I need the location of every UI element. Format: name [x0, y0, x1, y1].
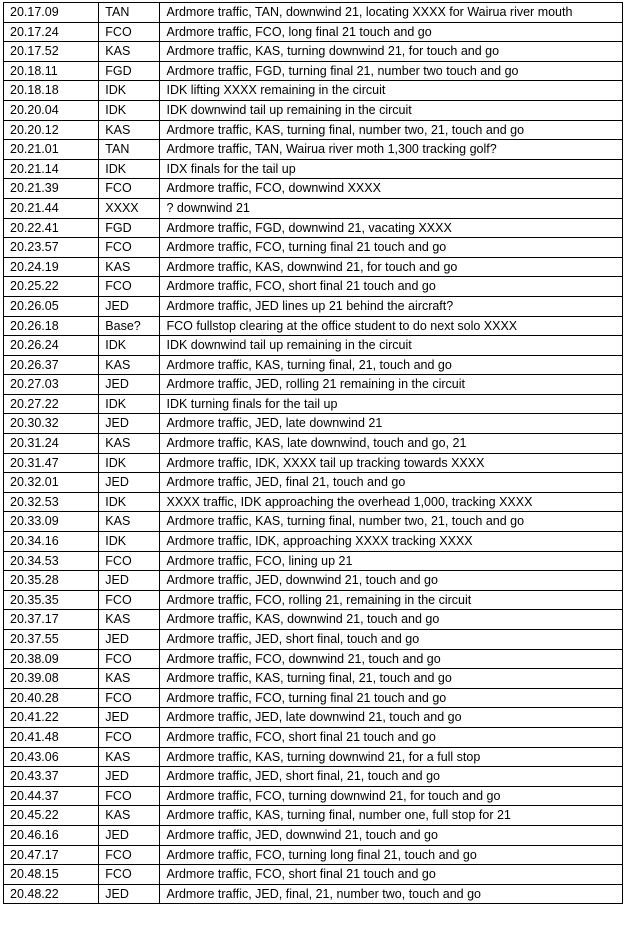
- table-row: [4, 825, 623, 845]
- table-row: [4, 630, 623, 650]
- message-cell: Ardmore traffic, KAS, turning final, number two, 21, touch and go: [160, 120, 623, 140]
- callsign-cell: JED: [99, 708, 160, 728]
- message-cell: XXXX traffic, IDK approaching the overhead 1,000, tracking XXXX: [160, 492, 623, 512]
- time-cell: 20.48.22: [4, 884, 99, 904]
- message-cell: Ardmore traffic, FGD, turning final 21, number two touch and go: [160, 61, 623, 81]
- time-cell: 20.22.41: [4, 218, 99, 238]
- transcript-table-body: [4, 3, 623, 904]
- message-cell: Ardmore traffic, JED, short final, touch and go: [160, 630, 623, 650]
- time-cell: 20.17.52: [4, 42, 99, 62]
- callsign-cell: JED: [99, 296, 160, 316]
- table-row: [4, 81, 623, 101]
- time-cell: 20.31.47: [4, 453, 99, 473]
- time-cell: 20.21.01: [4, 140, 99, 160]
- time-cell: 20.23.57: [4, 238, 99, 258]
- message-cell: Ardmore traffic, FCO, short final 21 touch and go: [160, 277, 623, 297]
- callsign-cell: JED: [99, 414, 160, 434]
- callsign-cell: IDK: [99, 159, 160, 179]
- time-cell: 20.34.53: [4, 551, 99, 571]
- message-cell: IDK downwind tail up remaining in the circuit: [160, 100, 623, 120]
- time-cell: 20.30.32: [4, 414, 99, 434]
- time-cell: 20.31.24: [4, 434, 99, 454]
- radio-transcript-table: [3, 2, 623, 904]
- callsign-cell: FCO: [99, 238, 160, 258]
- callsign-cell: KAS: [99, 120, 160, 140]
- callsign-cell: KAS: [99, 434, 160, 454]
- callsign-cell: FCO: [99, 551, 160, 571]
- time-cell: 20.26.37: [4, 355, 99, 375]
- callsign-cell: FCO: [99, 786, 160, 806]
- table-row: [4, 3, 623, 23]
- callsign-cell: KAS: [99, 610, 160, 630]
- message-cell: IDX finals for the tail up: [160, 159, 623, 179]
- time-cell: 20.21.39: [4, 179, 99, 199]
- table-row: [4, 884, 623, 904]
- table-row: [4, 140, 623, 160]
- time-cell: 20.35.28: [4, 571, 99, 591]
- message-cell: Ardmore traffic, KAS, downwind 21, touch and go: [160, 610, 623, 630]
- message-cell: Ardmore traffic, KAS, downwind 21, for touch and go: [160, 257, 623, 277]
- message-cell: Ardmore traffic, TAN, downwind 21, locating XXXX for Wairua river mouth: [160, 3, 623, 23]
- callsign-cell: KAS: [99, 512, 160, 532]
- message-cell: Ardmore traffic, JED, final, 21, number two, touch and go: [160, 884, 623, 904]
- table-row: [4, 414, 623, 434]
- table-row: [4, 257, 623, 277]
- message-cell: Ardmore traffic, JED, late downwind 21, touch and go: [160, 708, 623, 728]
- time-cell: 20.39.08: [4, 669, 99, 689]
- table-row: [4, 238, 623, 258]
- time-cell: 20.17.24: [4, 22, 99, 42]
- time-cell: 20.45.22: [4, 806, 99, 826]
- message-cell: Ardmore traffic, FCO, turning final 21 touch and go: [160, 238, 623, 258]
- table-row: [4, 218, 623, 238]
- table-row: [4, 198, 623, 218]
- callsign-cell: JED: [99, 473, 160, 493]
- time-cell: 20.33.09: [4, 512, 99, 532]
- message-cell: Ardmore traffic, KAS, late downwind, touch and go, 21: [160, 434, 623, 454]
- message-cell: Ardmore traffic, JED, downwind 21, touch and go: [160, 571, 623, 591]
- time-cell: 20.32.01: [4, 473, 99, 493]
- time-cell: 20.37.55: [4, 630, 99, 650]
- callsign-cell: JED: [99, 884, 160, 904]
- callsign-cell: KAS: [99, 355, 160, 375]
- message-cell: Ardmore traffic, FCO, short final 21 touch and go: [160, 865, 623, 885]
- table-row: [4, 767, 623, 787]
- time-cell: 20.41.48: [4, 727, 99, 747]
- callsign-cell: TAN: [99, 140, 160, 160]
- message-cell: Ardmore traffic, KAS, turning final, number one, full stop for 21: [160, 806, 623, 826]
- time-cell: 20.27.22: [4, 394, 99, 414]
- message-cell: Ardmore traffic, FCO, lining up 21: [160, 551, 623, 571]
- table-row: [4, 532, 623, 552]
- table-row: [4, 708, 623, 728]
- callsign-cell: Base?: [99, 316, 160, 336]
- callsign-cell: FCO: [99, 179, 160, 199]
- callsign-cell: JED: [99, 571, 160, 591]
- time-cell: 20.20.04: [4, 100, 99, 120]
- table-row: [4, 786, 623, 806]
- time-cell: 20.21.14: [4, 159, 99, 179]
- table-row: [4, 669, 623, 689]
- time-cell: 20.25.22: [4, 277, 99, 297]
- callsign-cell: FCO: [99, 865, 160, 885]
- message-cell: Ardmore traffic, FCO, turning long final 21, touch and go: [160, 845, 623, 865]
- callsign-cell: IDK: [99, 394, 160, 414]
- table-row: [4, 355, 623, 375]
- message-cell: Ardmore traffic, JED, late downwind 21: [160, 414, 623, 434]
- table-row: [4, 727, 623, 747]
- table-row: [4, 316, 623, 336]
- callsign-cell: FCO: [99, 649, 160, 669]
- time-cell: 20.27.03: [4, 375, 99, 395]
- table-row: [4, 512, 623, 532]
- time-cell: 20.18.11: [4, 61, 99, 81]
- callsign-cell: FCO: [99, 590, 160, 610]
- time-cell: 20.47.17: [4, 845, 99, 865]
- callsign-cell: FCO: [99, 845, 160, 865]
- time-cell: 20.17.09: [4, 3, 99, 23]
- table-row: [4, 688, 623, 708]
- message-cell: Ardmore traffic, KAS, turning final, 21, touch and go: [160, 669, 623, 689]
- time-cell: 20.24.19: [4, 257, 99, 277]
- table-row: [4, 865, 623, 885]
- table-row: [4, 100, 623, 120]
- table-row: [4, 394, 623, 414]
- message-cell: Ardmore traffic, FCO, rolling 21, remaining in the circuit: [160, 590, 623, 610]
- message-cell: Ardmore traffic, IDK, XXXX tail up tracking towards XXXX: [160, 453, 623, 473]
- callsign-cell: FCO: [99, 727, 160, 747]
- message-cell: Ardmore traffic, FCO, turning final 21 touch and go: [160, 688, 623, 708]
- message-cell: Ardmore traffic, FCO, turning downwind 21, for touch and go: [160, 786, 623, 806]
- table-row: [4, 61, 623, 81]
- time-cell: 20.41.22: [4, 708, 99, 728]
- message-cell: IDK lifting XXXX remaining in the circuit: [160, 81, 623, 101]
- callsign-cell: IDK: [99, 453, 160, 473]
- callsign-cell: XXXX: [99, 198, 160, 218]
- message-cell: Ardmore traffic, FCO, downwind 21, touch and go: [160, 649, 623, 669]
- message-cell: Ardmore traffic, JED, short final, 21, touch and go: [160, 767, 623, 787]
- callsign-cell: FCO: [99, 277, 160, 297]
- table-row: [4, 296, 623, 316]
- message-cell: ? downwind 21: [160, 198, 623, 218]
- table-row: [4, 453, 623, 473]
- time-cell: 20.26.05: [4, 296, 99, 316]
- table-row: [4, 492, 623, 512]
- time-cell: 20.48.15: [4, 865, 99, 885]
- table-row: [4, 747, 623, 767]
- time-cell: 20.37.17: [4, 610, 99, 630]
- table-row: [4, 179, 623, 199]
- time-cell: 20.20.12: [4, 120, 99, 140]
- message-cell: Ardmore traffic, JED, final 21, touch and go: [160, 473, 623, 493]
- callsign-cell: FCO: [99, 22, 160, 42]
- time-cell: 20.43.37: [4, 767, 99, 787]
- time-cell: 20.34.16: [4, 532, 99, 552]
- message-cell: Ardmore traffic, TAN, Wairua river moth 1,300 tracking golf?: [160, 140, 623, 160]
- time-cell: 20.43.06: [4, 747, 99, 767]
- callsign-cell: IDK: [99, 81, 160, 101]
- table-row: [4, 806, 623, 826]
- message-cell: Ardmore traffic, FCO, long final 21 touch and go: [160, 22, 623, 42]
- table-row: [4, 551, 623, 571]
- message-cell: Ardmore traffic, FCO, downwind XXXX: [160, 179, 623, 199]
- time-cell: 20.21.44: [4, 198, 99, 218]
- callsign-cell: IDK: [99, 336, 160, 356]
- table-row: [4, 120, 623, 140]
- callsign-cell: FGD: [99, 61, 160, 81]
- table-row: [4, 845, 623, 865]
- table-row: [4, 277, 623, 297]
- message-cell: Ardmore traffic, FCO, short final 21 touch and go: [160, 727, 623, 747]
- table-row: [4, 336, 623, 356]
- message-cell: Ardmore traffic, KAS, turning final, number two, 21, touch and go: [160, 512, 623, 532]
- message-cell: Ardmore traffic, JED, rolling 21 remaining in the circuit: [160, 375, 623, 395]
- callsign-cell: IDK: [99, 100, 160, 120]
- table-row: [4, 159, 623, 179]
- message-cell: FCO fullstop clearing at the office student to do next solo XXXX: [160, 316, 623, 336]
- callsign-cell: TAN: [99, 3, 160, 23]
- callsign-cell: JED: [99, 375, 160, 395]
- table-row: [4, 434, 623, 454]
- callsign-cell: KAS: [99, 747, 160, 767]
- callsign-cell: FGD: [99, 218, 160, 238]
- table-row: [4, 649, 623, 669]
- time-cell: 20.18.18: [4, 81, 99, 101]
- message-cell: IDK downwind tail up remaining in the circuit: [160, 336, 623, 356]
- message-cell: Ardmore traffic, JED lines up 21 behind the aircraft?: [160, 296, 623, 316]
- message-cell: Ardmore traffic, FGD, downwind 21, vacating XXXX: [160, 218, 623, 238]
- table-row: [4, 375, 623, 395]
- time-cell: 20.26.24: [4, 336, 99, 356]
- time-cell: 20.44.37: [4, 786, 99, 806]
- table-row: [4, 571, 623, 591]
- message-cell: Ardmore traffic, KAS, turning downwind 21, for a full stop: [160, 747, 623, 767]
- callsign-cell: KAS: [99, 669, 160, 689]
- callsign-cell: KAS: [99, 42, 160, 62]
- callsign-cell: JED: [99, 767, 160, 787]
- time-cell: 20.38.09: [4, 649, 99, 669]
- table-row: [4, 42, 623, 62]
- message-cell: Ardmore traffic, KAS, turning final, 21, touch and go: [160, 355, 623, 375]
- message-cell: Ardmore traffic, KAS, turning downwind 21, for touch and go: [160, 42, 623, 62]
- time-cell: 20.32.53: [4, 492, 99, 512]
- message-cell: Ardmore traffic, IDK, approaching XXXX tracking XXXX: [160, 532, 623, 552]
- callsign-cell: IDK: [99, 532, 160, 552]
- callsign-cell: FCO: [99, 688, 160, 708]
- time-cell: 20.35.35: [4, 590, 99, 610]
- table-row: [4, 590, 623, 610]
- message-cell: Ardmore traffic, JED, downwind 21, touch and go: [160, 825, 623, 845]
- callsign-cell: IDK: [99, 492, 160, 512]
- table-row: [4, 22, 623, 42]
- time-cell: 20.40.28: [4, 688, 99, 708]
- callsign-cell: JED: [99, 825, 160, 845]
- time-cell: 20.26.18: [4, 316, 99, 336]
- callsign-cell: KAS: [99, 257, 160, 277]
- message-cell: IDK turning finals for the tail up: [160, 394, 623, 414]
- callsign-cell: JED: [99, 630, 160, 650]
- callsign-cell: KAS: [99, 806, 160, 826]
- table-row: [4, 473, 623, 493]
- table-row: [4, 610, 623, 630]
- time-cell: 20.46.16: [4, 825, 99, 845]
